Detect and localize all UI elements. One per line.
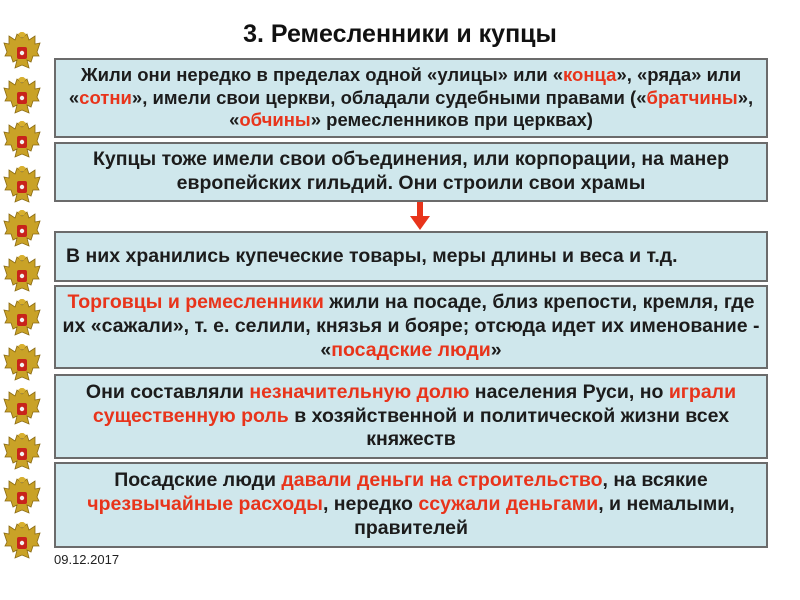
- highlighted-text: посадские люди: [331, 338, 491, 361]
- text-box-craftsmen-streets: [54, 58, 768, 138]
- coat-of-arms-eagle-icon: [3, 344, 41, 384]
- body-text: »: [490, 338, 502, 361]
- text-box-population-share: [54, 374, 768, 459]
- body-text: , и немалыми, правителей: [354, 493, 735, 539]
- highlighted-text: Торговцы и ремесленники: [67, 291, 324, 314]
- body-text: Они составляли: [85, 380, 250, 403]
- coat-of-arms-eagle-icon: [3, 210, 41, 250]
- body-text: Посадские люди: [114, 469, 282, 492]
- body-text: », «ряда» или «: [68, 64, 742, 108]
- body-text: », имели свои церкви, обладали судебными правами («: [131, 86, 647, 108]
- highlighted-text: давали деньги на строительство: [281, 469, 603, 492]
- body-text: » ремесленников при церквах): [310, 109, 593, 131]
- body-text: Купцы тоже имели свои объединения, или корпорации, на манер европейских гильдий. Они строили свои храмы: [93, 148, 729, 194]
- coat-of-arms-eagle-icon: [3, 388, 41, 428]
- coat-of-arms-eagle-icon: [3, 121, 41, 161]
- coat-of-arms-eagle-icon: [3, 255, 41, 295]
- slide-title: 3. Ремесленники и купцы: [243, 20, 557, 48]
- highlighted-text: чрезвычайные расходы: [87, 493, 323, 516]
- coat-of-arms-eagle-icon: [3, 166, 41, 206]
- highlighted-text: играли существенную роль: [92, 380, 737, 427]
- body-text: населения Руси, но: [469, 380, 669, 403]
- body-text: в хозяйственной и политической жизни всех княжеств: [288, 404, 730, 451]
- coat-of-arms-eagle-icon: [3, 522, 41, 562]
- body-text: жили на посаде, близ крепости, кремля, где их «сажали», т. е. селили, князья и бояре; отсюда идет их именование - «: [62, 291, 760, 361]
- coat-of-arms-eagle-icon: [3, 433, 41, 473]
- highlighted-text: братчины: [646, 86, 738, 108]
- highlighted-text: незначительную долю: [249, 380, 470, 403]
- coat-of-arms-eagle-icon: [3, 32, 41, 72]
- text-box-merchant-guilds: [54, 142, 768, 202]
- highlighted-text: конца: [563, 64, 617, 86]
- coat-of-arms-eagle-icon: [3, 477, 41, 517]
- down-arrow-icon: [410, 202, 430, 230]
- text-box-money-lending: [54, 462, 768, 548]
- body-text: , на всякие: [602, 469, 708, 492]
- highlighted-text: ссужали деньгами: [418, 493, 599, 516]
- text-box-goods-storage: [54, 231, 768, 282]
- text-box-posad-people: [54, 285, 768, 369]
- body-text: В них хранились купеческие товары, меры длины и веса и т.д.: [66, 244, 678, 267]
- body-text: », «: [229, 86, 754, 131]
- coat-of-arms-eagle-icon: [3, 77, 41, 117]
- coat-of-arms-eagle-icon: [3, 299, 41, 339]
- highlighted-text: сотни: [79, 86, 132, 108]
- body-text: Жили они нередко в пределах одной «улицы» или «: [80, 64, 564, 86]
- highlighted-text: обчины: [239, 109, 311, 131]
- slide-date: 09.12.2017: [54, 552, 120, 567]
- body-text: , нередко: [322, 493, 419, 516]
